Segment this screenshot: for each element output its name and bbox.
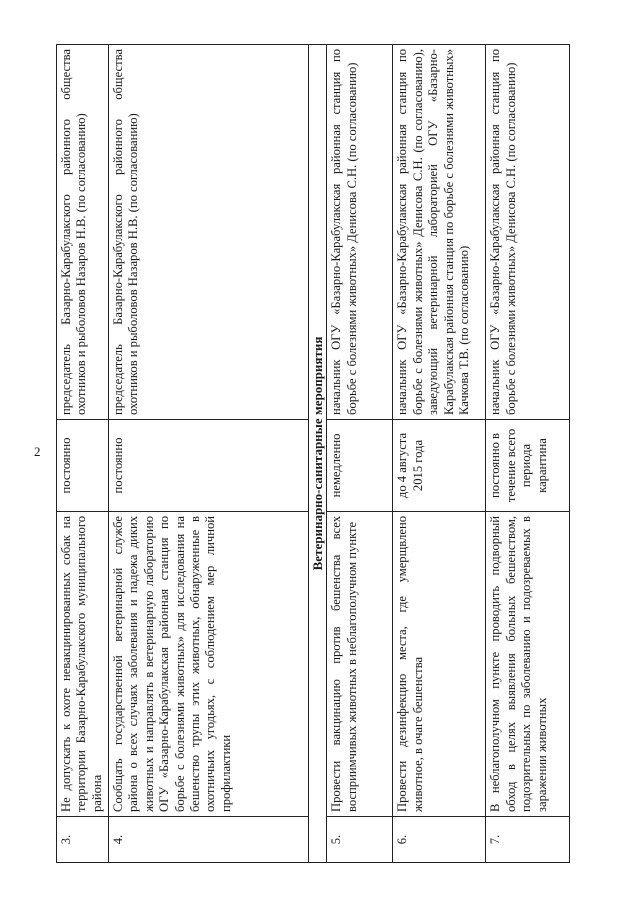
row-number: 5. [327,817,393,863]
measures-table [56,44,570,863]
measure-term: постоянно [57,420,109,512]
page-number: 2 [34,444,41,459]
measure-name: Сообщать государственной ветеринарной службе района о всех случаях заболевания и падежа диких животных и направлять в ветеринарную лабораторию ОГУ «Базарно-Карабулакская районная станция по борьбе с болезнями животных» для исследования на бешенство трупы этих животных, обнаруженные в охотничьих угодьях, с соблюдением мер личной профилактики [109,512,309,817]
section-title: Ветеринарно-санитарные мероприятия [309,45,327,863]
measure-responsible: начальник ОГУ «Базарно-Карабулакская районная станция по борьбе с болезнями животных» Денисова С.Н. (по согласованию) [486,45,570,420]
row-number: 3. [57,817,109,863]
section-header-row [309,45,327,863]
measure-term: постоянно [109,420,309,512]
row-number: 7. [486,817,570,863]
rotated-document [56,45,570,863]
measure-name: Не допускать к охоте невакцинированных собак на территории Базарно-Карабулакского муниципального района [57,512,109,817]
measure-responsible: председатель Базарно-Карабулакского районного общества охотников и рыболовов Назаров Н.В. (по согласованию) [57,45,109,420]
measure-name: В неблагополучном пункте проводить подворный обход в целях выявления больных бешенством, подозрительных по заболеванию и подозреваемых в заражении животных [486,512,570,817]
table-row [393,45,486,863]
measure-term: немедленно [327,420,393,512]
measure-term: постоянно в течение всего периода карантина [486,420,570,512]
table-row [57,45,109,863]
measure-name: Провести дезинфекцию места, где умерщвлено животное, в очаге бешенства [393,512,486,817]
table-row [327,45,393,863]
table-row [486,45,570,863]
measure-responsible: председатель Базарно-Карабулакского районного общества охотников и рыболовов Назаров Н.В. (по согласованию) [109,45,309,420]
table-row [109,45,309,863]
row-number: 4. [109,817,309,863]
measure-responsible: начальник ОГУ «Базарно-Карабулакская районная станция по борьбе с болезнями животных» Денисова С.Н. (по согласованию) [327,45,393,420]
measure-term: до 4 августа 2015 года [393,420,486,512]
measure-responsible: начальник ОГУ «Базарно-Карабулакская районная станция по борьбе с болезнями животных» Денисова С.Н. (по согласованию), заведующий ветеринарной лабораторией ОГУ «Базарно-Карабулакская районная станция по борьбе с болезнями животных» Качкова Т.В. (по согласованию) [393,45,486,420]
measure-name: Провести вакцинацию против бешенства всех восприимчивых животных в неблагополучном пункте [327,512,393,817]
row-number: 6. [393,817,486,863]
